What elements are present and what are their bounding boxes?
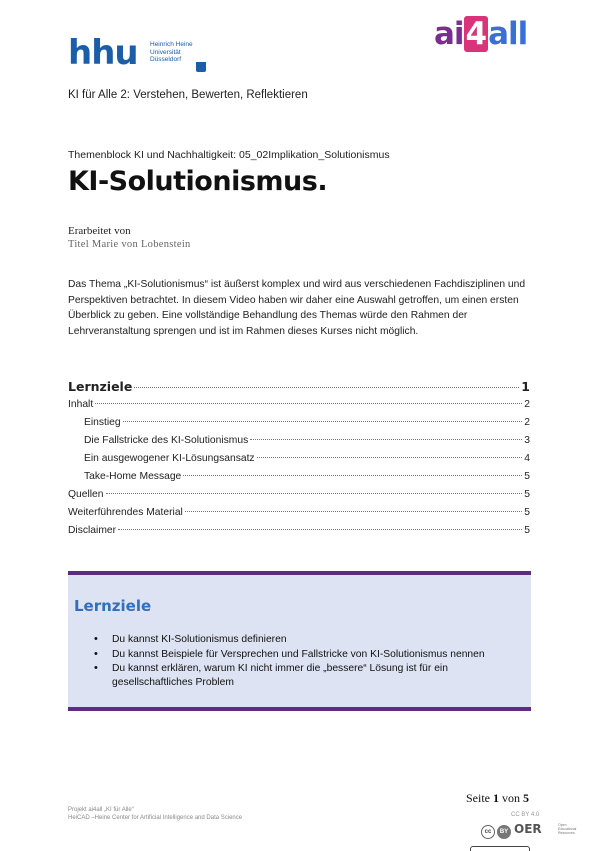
toc-entry-page: 5: [524, 471, 530, 482]
author-name: Titel Marie von Lobenstein: [68, 239, 191, 250]
toc-entry-title: Quellen: [68, 489, 104, 500]
cc-license-icon[interactable]: [481, 824, 511, 840]
page-edge-artifact: [470, 846, 530, 851]
toc-leader-dots: [134, 387, 519, 388]
oer-logo-subtitle: Open Educational Resources: [558, 823, 577, 835]
lernziele-box: [68, 571, 531, 711]
list-item: • Du kannst erklären, warum KI nicht immer die „bessere“ Lösung ist für ein gesellschaftliches Problem: [94, 662, 524, 689]
toc-entry-title: Disclaimer: [68, 525, 117, 536]
list-item: • Du kannst Beispiele für Versprechen und Fallstricke von KI-Solutionismus nennen: [94, 648, 524, 662]
toc-leader-dots: [183, 475, 522, 476]
toc-leader-dots: [257, 457, 523, 458]
toc-entry-page: 2: [524, 417, 530, 428]
toc-leader-dots: [95, 403, 522, 404]
toc-entry-material[interactable]: [68, 507, 530, 525]
toc-entry-disclaimer[interactable]: [68, 525, 530, 543]
hhu-logo-dot: [196, 62, 206, 72]
hhu-logo-subtitle: Heinrich Heine Universität Düsseldorf: [150, 41, 193, 63]
lernziele-heading: Lernziele: [74, 597, 152, 615]
toc-entry-take-home[interactable]: [68, 471, 530, 489]
toc-leader-dots: [185, 511, 522, 512]
toc-entry-lernziele[interactable]: [68, 379, 530, 399]
lernziele-list: [94, 633, 524, 690]
toc-leader-dots: [123, 421, 523, 422]
by-icon: BY: [497, 825, 511, 839]
toc-entry-title: Die Fallstricke des KI-Solutionismus: [84, 435, 249, 446]
toc-entry-loesungsansatz[interactable]: [68, 453, 530, 471]
ai4all-logo-ai: ai: [434, 16, 464, 52]
cc-icon: cc: [481, 825, 495, 839]
toc-entry-page: 5: [524, 507, 530, 518]
toc-entry-einstieg[interactable]: [68, 417, 530, 435]
table-of-contents: [68, 379, 530, 543]
toc-entry-title: Lernziele: [68, 379, 133, 394]
ai4all-logo-4: 4: [465, 16, 487, 52]
footer-center: HeiCAD –Heine Center for Artificial Intelligence and Data Science: [68, 815, 243, 821]
toc-entry-page: 5: [524, 525, 530, 536]
toc-entry-inhalt[interactable]: [68, 399, 530, 417]
toc-leader-dots: [118, 529, 522, 530]
intro-paragraph: Das Thema „KI-Solutionismus“ ist äußerst komplex und wird aus verschiedenen Fachdisziplinen und Perspektiven betrachtet. In diesem Video haben wir daher eine Auswahl getroffen, um einen ersten Überblick zu geben. Eine vollständige Behandlung des Themas würde den Rahmen der Lehrveranstaltung sprengen und ist im Rahmen dieses Kurses nicht möglich.: [68, 279, 526, 337]
ai4all-logo-all: all: [488, 16, 528, 52]
page-prefix: Seite: [466, 791, 490, 805]
license-code: CC BY 4.0: [511, 812, 540, 818]
author-label: Erarbeitet von: [68, 225, 131, 237]
toc-entry-title: Take-Home Message: [84, 471, 182, 482]
toc-entry-title: Weiterführendes Material: [68, 507, 183, 518]
ai4all-logo: [434, 16, 542, 52]
page-current: 1: [493, 791, 499, 805]
oer-logo[interactable]: [514, 822, 577, 842]
hhu-logo: [68, 33, 208, 73]
toc-entry-page: 5: [524, 489, 530, 500]
toc-entry-title: Inhalt: [68, 399, 94, 410]
toc-entry-page: 2: [524, 399, 530, 410]
toc-leader-dots: [106, 493, 523, 494]
toc-leader-dots: [250, 439, 522, 440]
footer-text: [68, 806, 242, 822]
toc-entry-title: Einstieg: [84, 417, 121, 428]
page-title: KI-Solutionismus.: [68, 166, 328, 197]
page-separator: von: [502, 791, 520, 805]
list-item: • Du kannst KI-Solutionismus definieren: [94, 633, 524, 647]
course-header: KI für Alle 2: Verstehen, Bewerten, Reflektieren: [68, 89, 308, 101]
oer-logo-mark: OER: [514, 822, 542, 836]
toc-entry-page: 4: [524, 453, 530, 464]
hhu-logo-mark: hhu: [68, 33, 138, 73]
toc-entry-fallstricke[interactable]: [68, 435, 530, 453]
footer-project: Projekt ai4all „KI für Alle“: [68, 807, 134, 813]
page-number: [466, 791, 529, 806]
toc-entry-page: 3: [524, 435, 530, 446]
themenblock-line: Themenblock KI und Nachhaltigkeit: 05_02Implikation_Solutionismus: [68, 149, 390, 161]
toc-entry-page: 1: [521, 379, 530, 394]
page-total: 5: [523, 791, 529, 805]
toc-entry-quellen[interactable]: [68, 489, 530, 507]
toc-entry-title: Ein ausgewogener KI-Lösungsansatz: [84, 453, 255, 464]
